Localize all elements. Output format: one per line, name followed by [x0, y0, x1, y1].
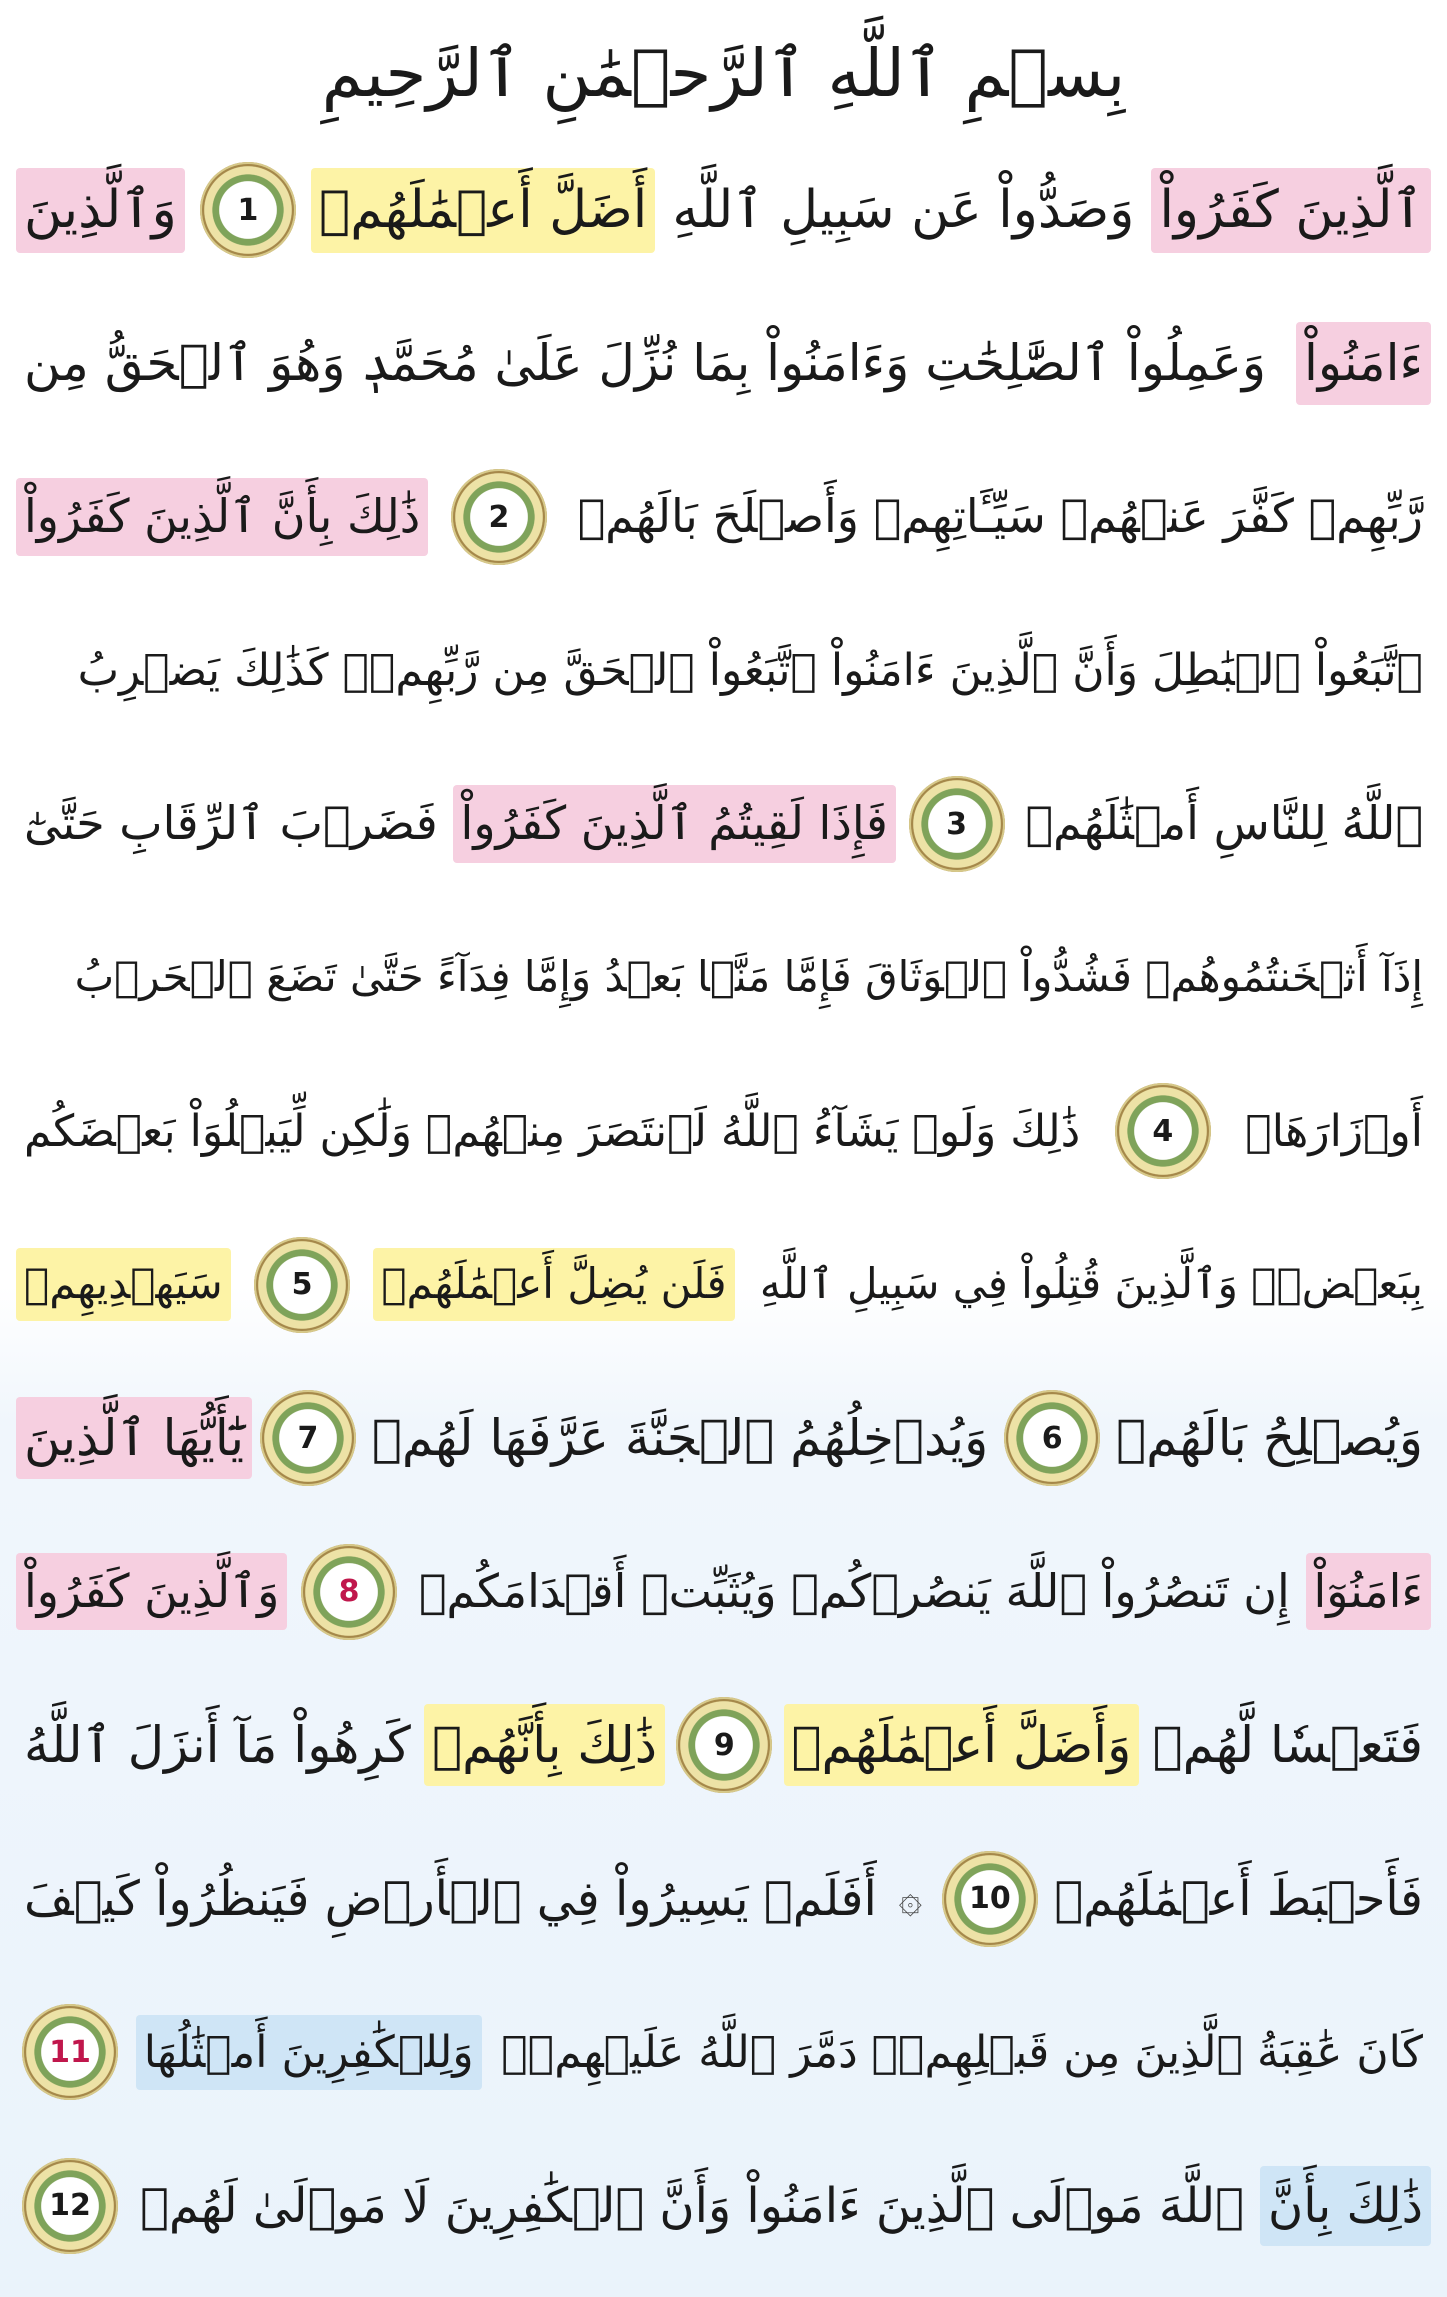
ayah-number-marker: [22, 2004, 118, 2100]
verse-text: أَوۡزَارَهَاۚ: [1245, 1105, 1423, 1157]
ayah-number-marker: [1115, 1083, 1211, 1179]
ayah-number-marker: [942, 1851, 1038, 1947]
verse-line: [16, 135, 1431, 285]
verse-text: ٱللَّهُ لِلنَّاسِ أَمۡثَٰلَهُمۡ: [1025, 796, 1423, 851]
verse-text: ٱتَّبَعُواْ ٱلۡبَٰطِلَ وَأَنَّ ٱلَّذِينَ ءَامَنُواْ ٱتَّبَعُواْ ٱلۡحَقَّ مِن رَّبِّهِمۡۚ كَذَٰلِكَ يَضۡرِبُ: [77, 645, 1423, 696]
highlighted-phrase: ءَامَنُوٓاْ: [1306, 1553, 1431, 1631]
verse-text: كَانَ عَٰقِبَةُ ٱلَّذِينَ مِن قَبۡلِهِمۡۖ دَمَّرَ ٱللَّهُ عَلَيۡهِمۡۖ: [501, 2026, 1423, 2078]
verse-line: [16, 1824, 1431, 1974]
ayah-number-marker: [260, 1390, 356, 1486]
bismillah-header: بِسۡمِ ٱللَّهِ ٱلرَّحۡمَٰنِ ٱلرَّحِيمِ: [321, 34, 1126, 112]
highlighted-phrase: فَلَن يُضِلَّ أَعۡمَٰلَهُمۡ: [373, 1248, 734, 1321]
verse-text: وَعَمِلُواْ ٱلصَّٰلِحَٰتِ وَءَامَنُواْ بِمَا نُزِّلَ عَلَىٰ مُحَمَّدٖ وَهُوَ ٱلۡحَقُّ مِن: [24, 334, 1267, 393]
highlighted-phrase: ٱلَّذِينَ كَفَرُواْ: [1151, 168, 1431, 253]
ayah-number: 2: [488, 499, 510, 535]
verse-line: [16, 596, 1431, 746]
verse-text: وَيُصۡلِحُ بَالَهُمۡ: [1116, 1408, 1423, 1467]
verse-line: [16, 1210, 1431, 1360]
highlighted-phrase: وَٱلَّذِينَ كَفَرُواْ: [16, 1553, 287, 1631]
ayah-number: 11: [49, 2034, 91, 2070]
highlighted-phrase: وَأَضَلَّ أَعۡمَٰلَهُمۡ: [784, 1704, 1140, 1787]
highlighted-phrase: ذَٰلِكَ بِأَنَّ ٱلَّذِينَ كَفَرُواْ: [16, 478, 428, 556]
verse-text: كَرِهُواْ مَآ أَنزَلَ ٱللَّهُ: [24, 1715, 411, 1774]
verse-text: وَيُدۡخِلُهُمُ ٱلۡجَنَّةَ عَرَّفَهَا لَهُمۡ: [371, 1408, 989, 1467]
ayah-number-marker: [200, 162, 296, 258]
highlighted-phrase: سَيَهۡدِيهِمۡ: [16, 1248, 231, 1321]
ayah-number-marker: [676, 1697, 772, 1793]
ayah-number: 12: [49, 2188, 91, 2223]
ayah-number-marker: [451, 469, 547, 565]
highlighted-phrase: يَٰٓأَيُّهَا ٱلَّذِينَ: [16, 1397, 252, 1480]
highlighted-phrase: فَإِذَا لَقِيتُمُ ٱلَّذِينَ كَفَرُواْ: [453, 785, 896, 863]
ayah-number: 8: [338, 1574, 360, 1609]
highlighted-phrase: ءَامَنُواْ: [1296, 322, 1431, 405]
ayah-number: 7: [297, 1420, 319, 1456]
verse-text: فَأَحۡبَطَ أَعۡمَٰلَهُمۡ: [1054, 1870, 1423, 1927]
verse-line: [16, 2131, 1431, 2281]
ayah-number-marker: [22, 2158, 118, 2254]
ayah-number: 3: [946, 806, 968, 842]
verse-text: رَّبِّهِمۡ كَفَّرَ عَنۡهُمۡ سَيِّـَٔاتِهِمۡ وَأَصۡلَحَ بَالَهُمۡ: [577, 489, 1423, 544]
hizb-rosette-icon: ۞: [898, 1875, 923, 1922]
verse-line: [16, 1363, 1431, 1513]
verse-text: فَتَعۡسٗا لَّهُمۡ: [1152, 1715, 1423, 1774]
ayah-number: 5: [291, 1267, 313, 1302]
verse-text: إِن تَنصُرُواْ ٱللَّهَ يَنصُرۡكُمۡ وَيُثَبِّتۡ أَقۡدَامَكُمۡ: [418, 1563, 1290, 1618]
highlighted-phrase: ذَٰلِكَ بِأَنَّ: [1260, 2166, 1431, 2246]
verse-text: أَفَلَمۡ يَسِيرُواْ فِي ٱلۡأَرۡضِ فَيَنظُرُواْ كَيۡفَ: [24, 1870, 877, 1927]
verse-line: [16, 1977, 1431, 2127]
ayah-number-marker: [909, 776, 1005, 872]
highlighted-phrase: ذَٰلِكَ بِأَنَّهُمۡ: [424, 1704, 665, 1787]
ayah-number: 9: [713, 1727, 735, 1763]
verse-line: [16, 442, 1431, 592]
verse-text: ٱللَّهَ مَوۡلَى ٱلَّذِينَ ءَامَنُواْ وَأَنَّ ٱلۡكَٰفِرِينَ لَا مَوۡلَىٰ لَهُمۡ: [140, 2177, 1244, 2234]
verse-text: بِبَعۡضٖۗ وَٱلَّذِينَ قُتِلُواْ فِي سَبِيلِ ٱللَّهِ: [759, 1259, 1423, 1309]
verse-text: وَصَدُّواْ عَن سَبِيلِ ٱللَّهِ: [672, 179, 1135, 240]
highlighted-phrase: وَلِلۡكَٰفِرِينَ أَمۡثَٰلُهَا: [136, 2015, 482, 2090]
verse-line: [16, 903, 1431, 1053]
ayah-number: 6: [1041, 1420, 1063, 1456]
verse-text: فَضَرۡبَ ٱلرِّقَابِ حَتَّىٰٓ: [24, 796, 438, 851]
ayah-number: 1: [237, 192, 259, 228]
verse-line: [16, 1670, 1431, 1820]
ayah-number-marker: [301, 1544, 397, 1640]
ayah-number-marker: [1004, 1390, 1100, 1486]
verse-line: [16, 289, 1431, 439]
highlighted-phrase: وَٱلَّذِينَ: [16, 168, 185, 253]
ayah-number: 10: [968, 1881, 1011, 1916]
highlighted-phrase: أَضَلَّ أَعۡمَٰلَهُمۡ: [311, 168, 655, 253]
verse-line: [16, 1517, 1431, 1667]
verse-text: إِذَآ أَثۡخَنتُمُوهُمۡ فَشُدُّواْ ٱلۡوَثَاقَ فَإِمَّا مَنَّۢا بَعۡدُ وَإِمَّا فِدَآءً حَتَّىٰ تَضَعَ ٱلۡحَرۡبُ: [74, 952, 1423, 1002]
verse-line: [16, 749, 1431, 899]
verse-line: [16, 1056, 1431, 1206]
ayah-number-marker: [254, 1237, 350, 1333]
verse-text: ذَٰلِكَ وَلَوۡ يَشَآءُ ٱللَّهُ لَٱنتَصَرَ مِنۡهُمۡ وَلَٰكِن لِّيَبۡلُوَاْ بَعۡضَكُم: [24, 1105, 1081, 1157]
ayah-number: 4: [1152, 1113, 1174, 1149]
